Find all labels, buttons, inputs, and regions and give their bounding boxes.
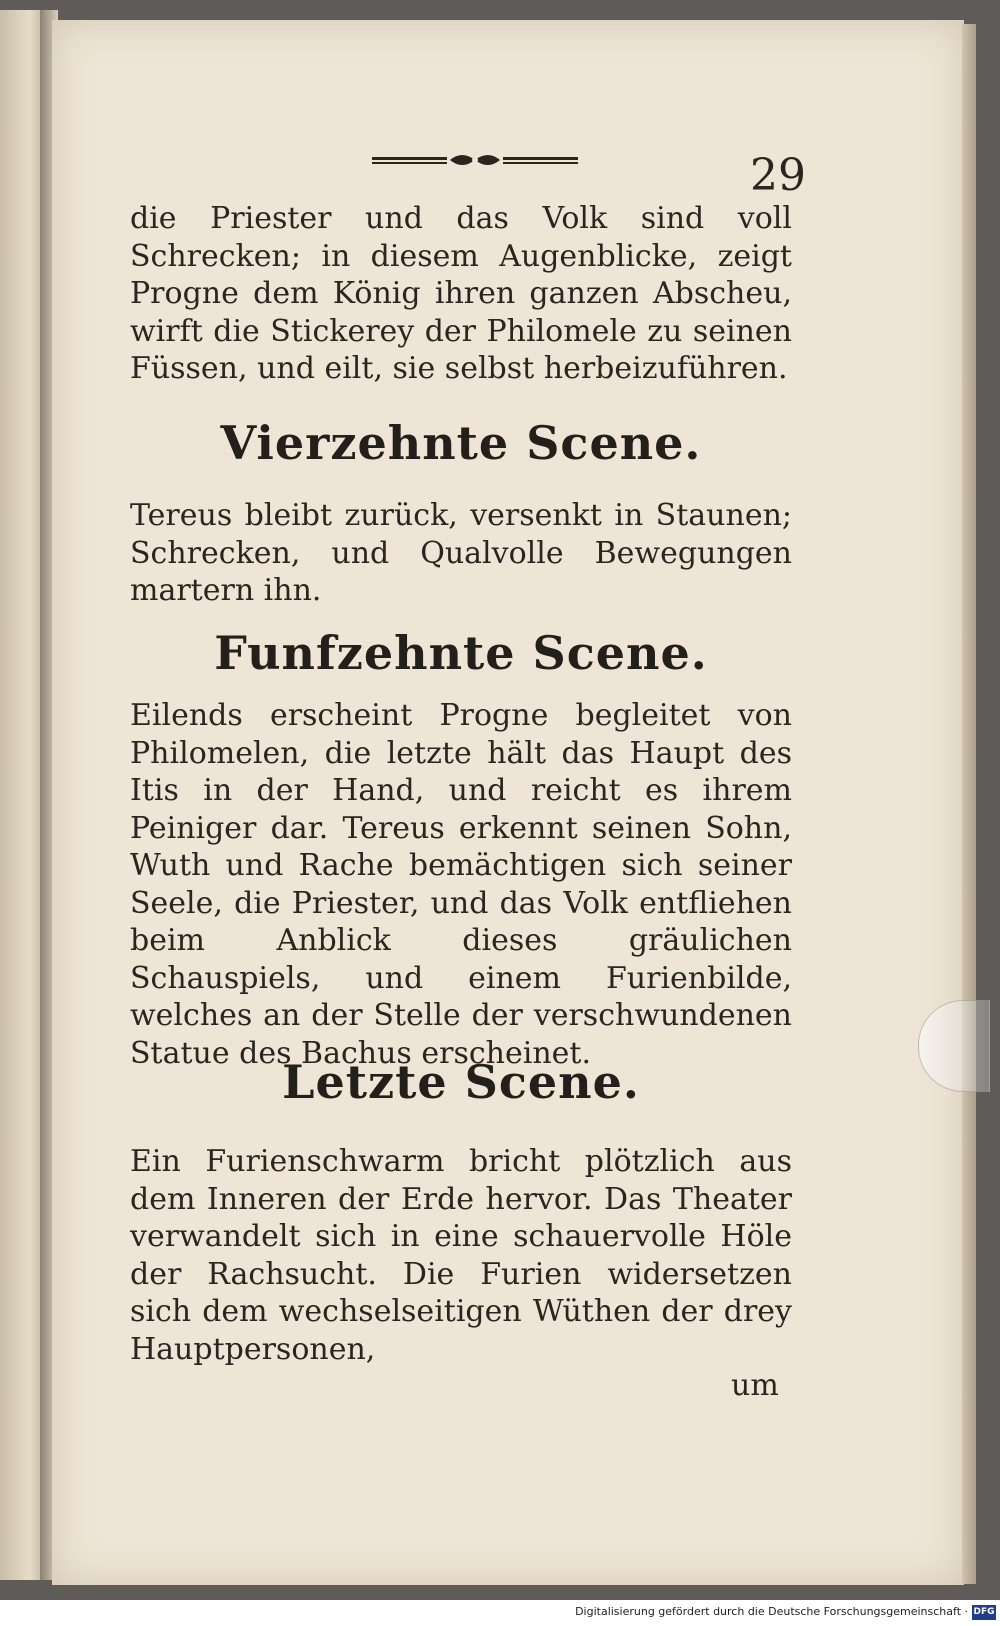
scene-last-text: Ein Furienschwarm bricht plötzlich aus dem Inneren der Erde hervor. Das Theater verwandelt sich in eine schauervolle Höle der Rachsucht. Die Furien widersetzen sich dem wechselseitigen Wüthen der drey Hauptpersonen,: [130, 1144, 792, 1367]
scene-15-text: Eilends erscheint Progne begleitet von Philomelen, die letzte hält das Haupt des Itis in der Hand, und reicht es ihrem Peiniger dar. Tereus erkennt seinen Sohn, Wuth und Rache bemächtigen sich seiner Seele, die Priester, und das Volk entfliehen beim Anblick dieses gräulichen Schauspiels, und einem Furienbilde, welches an der Stelle der verschwundenen Statue des Bachus erscheinet.: [130, 698, 792, 1071]
catchword: um: [731, 1368, 779, 1403]
scene-14-text: Tereus bleibt zurück, versenkt in Staunen; Schrecken, und Qualvolle Bewegungen martern ihn.: [130, 498, 792, 608]
intro-paragraph: die Priester und das Volk sind voll Schrecken; in diesem Augenblicke, zeigt Progne dem König ihren ganzen Abscheu, wirft die Stickerey der Philomele zu seinen Füssen, und eilt, sie selbst herbeizuführen.: [130, 201, 792, 386]
scene-heading-14: Vierzehnte Scene.: [220, 416, 702, 470]
scene-heading-last: Letzte Scene.: [282, 1055, 640, 1109]
page-stack-edge: [962, 24, 976, 1584]
page-number: 29: [750, 150, 806, 201]
footer-credit: Digitalisierung gefördert durch die Deutsche Forschungsgemeinschaft ·: [575, 1605, 968, 1618]
scene-heading-15: Funfzehnte Scene.: [214, 626, 708, 680]
ornament-divider: [372, 150, 578, 170]
digitization-footer: [0, 1600, 1000, 1626]
dfg-logo: DFG: [972, 1605, 996, 1620]
